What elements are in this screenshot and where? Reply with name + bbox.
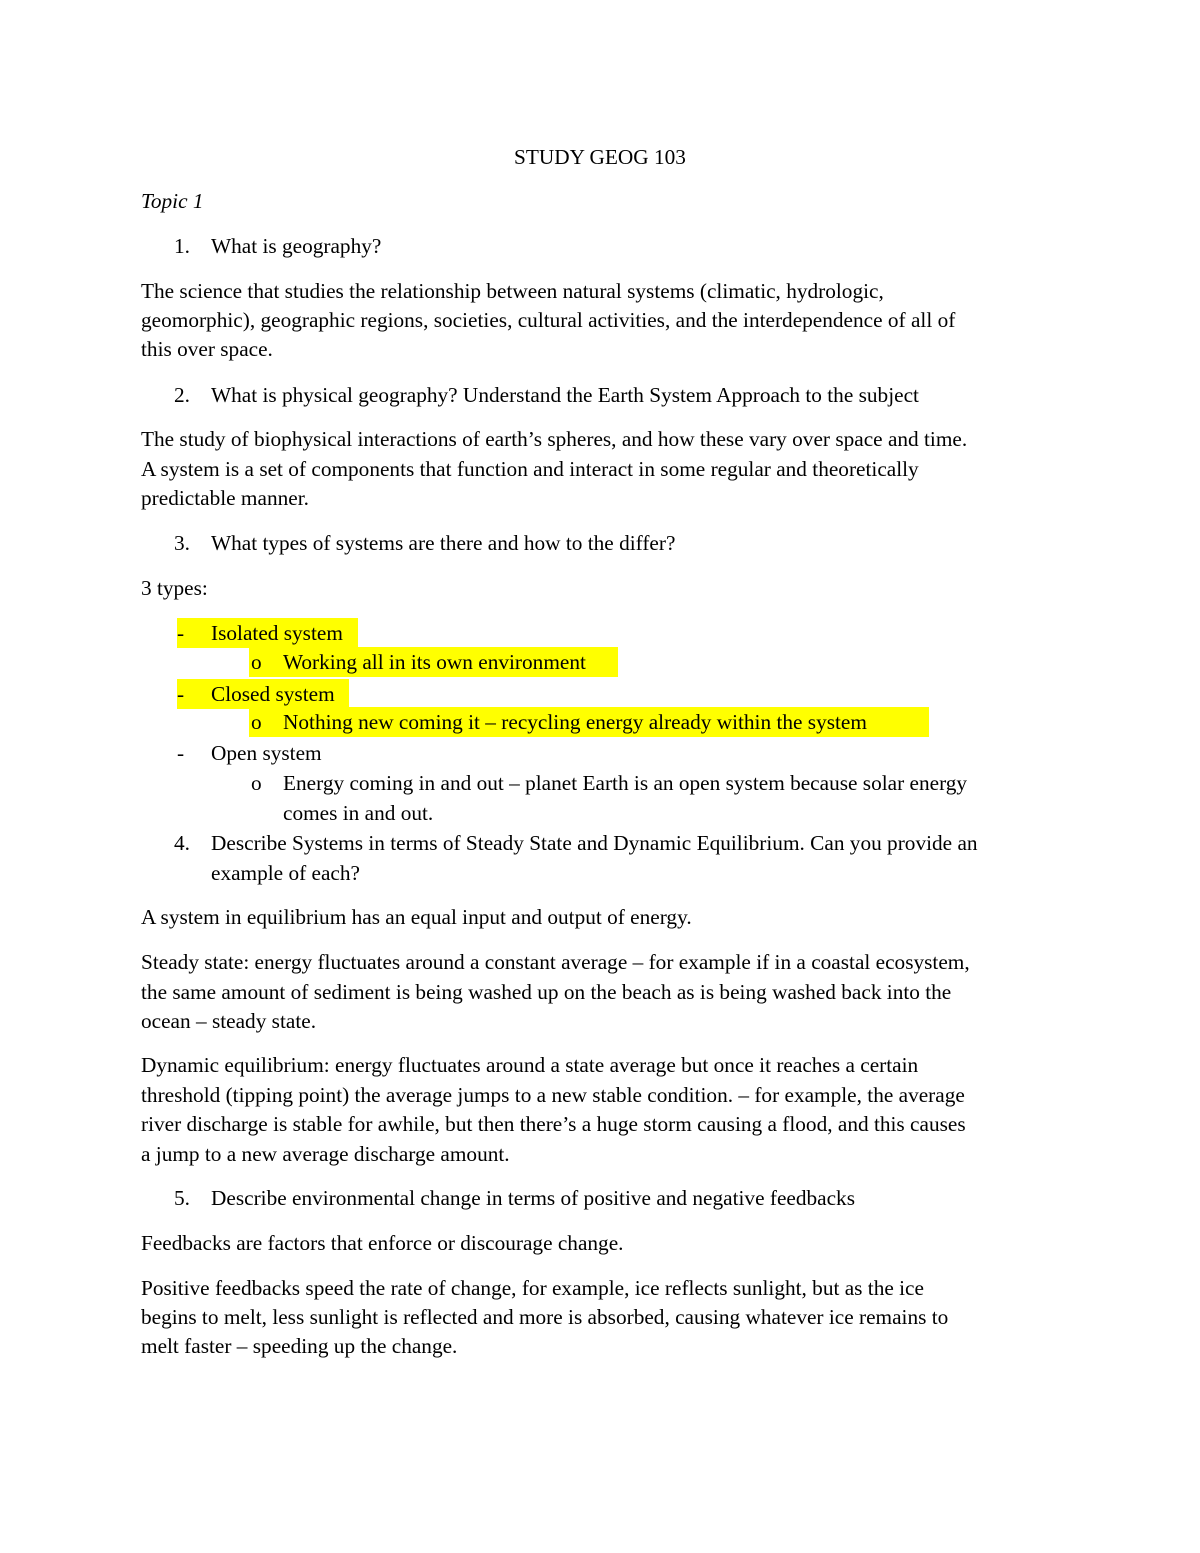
answer-2-line-3: predictable manner. bbox=[141, 486, 309, 510]
answer-4-intro: A system in equilibrium has an equal input and output of energy. bbox=[141, 905, 692, 929]
answer-4-steady-line-1: Steady state: energy fluctuates around a constant average – for example if in a coastal ecosystem, bbox=[141, 950, 970, 974]
topic-heading: Topic 1 bbox=[141, 189, 204, 213]
question-5-number: 5. bbox=[174, 1186, 190, 1210]
answer-5-positive-line-1: Positive feedbacks speed the rate of change, for example, ice reflects sunlight, but as the ice bbox=[141, 1276, 924, 1300]
question-5-text: Describe environmental change in terms of positive and negative feedbacks bbox=[211, 1186, 855, 1210]
system-open-label: Open system bbox=[211, 741, 322, 765]
question-4-number: 4. bbox=[174, 831, 190, 855]
question-2-number: 2. bbox=[174, 383, 190, 407]
answer-4-dynamic-line-3: river discharge is stable for awhile, but then there’s a huge storm causing a flood, and this causes bbox=[141, 1112, 966, 1136]
answer-2-line-1: The study of biophysical interactions of earth’s spheres, and how these vary over space and time. bbox=[141, 427, 968, 451]
circle-bullet: o bbox=[251, 710, 262, 734]
types-intro: 3 types: bbox=[141, 576, 208, 600]
answer-5-positive-line-3: melt faster – speeding up the change. bbox=[141, 1334, 458, 1358]
answer-4-dynamic-line-2: threshold (tipping point) the average jumps to a new stable condition. – for example, the average bbox=[141, 1083, 965, 1107]
circle-bullet: o bbox=[251, 650, 262, 674]
answer-1-line-1: The science that studies the relationship between natural systems (climatic, hydrologic, bbox=[141, 279, 884, 303]
system-open-desc-line-1: Energy coming in and out – planet Earth is an open system because solar energy bbox=[283, 771, 968, 795]
answer-4-dynamic-line-4: a jump to a new average discharge amount. bbox=[141, 1142, 510, 1166]
question-3-text: What types of systems are there and how to the differ? bbox=[211, 531, 676, 555]
question-1-number: 1. bbox=[174, 234, 190, 258]
dash-bullet: - bbox=[177, 682, 185, 706]
question-1-text: What is geography? bbox=[211, 234, 382, 258]
question-4-text-line-1: Describe Systems in terms of Steady State and Dynamic Equilibrium. Can you provide an bbox=[211, 831, 978, 855]
page-title: STUDY GEOG 103 bbox=[514, 145, 686, 169]
answer-2-line-2: A system is a set of components that function and interact in some regular and theoretically bbox=[141, 457, 919, 481]
system-isolated-label: Isolated system bbox=[211, 621, 343, 645]
system-closed-label: Closed system bbox=[211, 682, 335, 706]
question-4-text-line-2: example of each? bbox=[211, 861, 360, 885]
system-isolated-desc: Working all in its own environment bbox=[283, 650, 586, 674]
answer-4-dynamic-line-1: Dynamic equilibrium: energy fluctuates around a state average but once it reaches a certain bbox=[141, 1053, 919, 1077]
dash-bullet: - bbox=[177, 621, 185, 645]
answer-1-line-2: geomorphic), geographic regions, societies, cultural activities, and the interdependence of all of bbox=[141, 308, 956, 332]
answer-5-positive-line-2: begins to melt, less sunlight is reflected and more is absorbed, causing whatever ice remains to bbox=[141, 1305, 949, 1329]
circle-bullet: o bbox=[251, 771, 262, 795]
question-3-number: 3. bbox=[174, 531, 190, 555]
answer-5-intro: Feedbacks are factors that enforce or discourage change. bbox=[141, 1231, 624, 1255]
question-2-text: What is physical geography? Understand the Earth System Approach to the subject bbox=[211, 383, 919, 407]
system-open-desc-line-2: comes in and out. bbox=[283, 801, 434, 825]
answer-4-steady-line-2: the same amount of sediment is being washed up on the beach as is being washed back into the bbox=[141, 980, 952, 1004]
dash-bullet: - bbox=[177, 741, 185, 765]
answer-1-line-3: this over space. bbox=[141, 337, 273, 361]
answer-4-steady-line-3: ocean – steady state. bbox=[141, 1009, 317, 1033]
system-closed-desc: Nothing new coming it – recycling energy already within the system bbox=[283, 710, 867, 734]
